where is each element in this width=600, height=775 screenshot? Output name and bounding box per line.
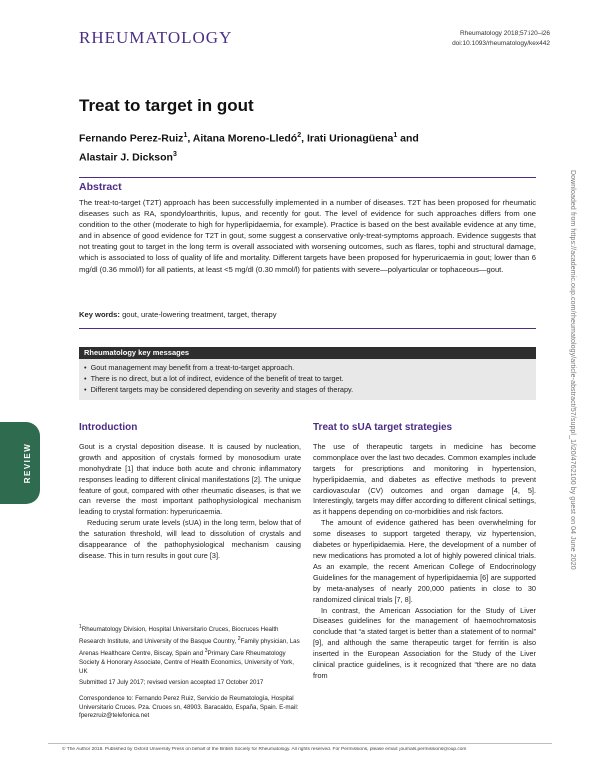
key-messages-list: [84, 362, 529, 395]
author-name[interactable]: Alastair J. Dickson: [79, 151, 173, 163]
abstract-top-rule: [79, 177, 536, 178]
keywords-values: gout, urate-lowering treatment, target, therapy: [122, 310, 277, 319]
footer-copyright: © The Author 2018. Published by Oxford University Press on behalf of the British Society for Rheumatology. All rights reserved. For Permissions, please email: journals.permissions@oup.com: [62, 747, 467, 752]
keywords-label: Key words:: [79, 310, 120, 319]
journal-logo: RHEUMATOLOGY: [79, 28, 233, 47]
author-affiliation-mark: 3: [172, 150, 177, 158]
affiliation-text: Rheumatology Division, Hospital Universitario Cruces, Biocruces Health Research Institute, and University of the Basque Country,: [79, 626, 279, 646]
list-item: • Different targets may be considered depending on severity and stages of therapy.: [84, 384, 529, 395]
author-separator: and: [397, 132, 419, 145]
affiliation-mark: 1: [79, 624, 82, 630]
doi-line[interactable]: doi:10.1093/rheumatology/kex442: [452, 40, 550, 47]
treat-to-target-heading: Treat to sUA target strategies: [313, 422, 453, 433]
author-affiliation-mark: 1: [393, 132, 398, 139]
affiliation-mark: 3: [204, 647, 208, 654]
author-separator: ,: [301, 132, 307, 145]
article-title: Treat to target in gout: [79, 96, 254, 115]
body-paragraph: The amount of evidence gathered has been overwhelming for some diseases to support targeted therapy, viz hypertension, diabetes or hyperlipidaemia. Here, the development of a number of new medications has promoted a lot of highly powered clinical trials. As an example, the recent American College of Endocrinology Guidelines for the management of hyperlipidaemia [6] are supported by meta-analyses of nearly 200,000 patients in close to 30 randomized clinical trials [7, 8].: [313, 518, 536, 604]
section-side-tab-label: REVIEW: [23, 442, 32, 484]
abstract-bottom-rule: [79, 328, 536, 329]
author-affiliation-mark: 2: [297, 132, 302, 139]
author-name[interactable]: Fernando Perez-Ruiz: [79, 132, 184, 145]
affiliations-block: [79, 623, 301, 721]
author-name[interactable]: Irati Urionagüena: [306, 132, 394, 145]
body-paragraph: Gout is a crystal deposition disease. It is caused by nucleation, growth and apposition of crystals formed by monosodium urate monohydrate [1] that induce both acute and chronic inflammatory responses leading to different clinical manifestations [2]. The unique feature of gout, compared with other rheumatic diseases, is that we can reverse the most important pathophysiological mechanism leading to crystal formation: hyperuricaemia.: [79, 441, 301, 517]
body-paragraph: In contrast, the American Association for the Study of Liver Diseases guidelines for the management of haemochromatosis conclude that “a stated target is better than a statement of to normal” [9], and although the same therapeutic target for ferritin is also inserted in the European Association for the Study of the Liver clinical practice guidelines, is it recognized that “there are no data from: [313, 605, 536, 680]
author-list: [79, 128, 499, 165]
author-affiliation-mark: 1: [183, 132, 188, 139]
author-separator: ,: [187, 132, 193, 145]
citation-block: [452, 29, 550, 49]
abstract-text: The treat-to-target (T2T) approach has been successfully implemented in a number of diseases. T2T has been proposed for rheumatic diseases such as RA, spondyloarthritis, lupus, and recently for gout. The level of evidence for such approaches differs from one condition to the other (moderate to high for hyperlipidaemia, for example). Practice is based on the best available evidence at any time, and in absence of good evidence for T2T in gout, some suggest a conservative only-treat-symptoms approach. Evidence suggests that not treating gout to target in the long term is overall associated with worsening outcomes, such as flares, tophi and structural damage, which is associated to loss of quality of life and mortality. Different targets have been proposed for hyperuricaemia in gout; lower than 6 mg/dl (0.36 mmol/l) for all patients, at least <5 mg/dl (0.30 mmol/l) for patients with severe—polyarticular or tophaceous—gout.: [79, 198, 536, 274]
footer-rule: [48, 743, 552, 744]
introduction-heading: Introduction: [79, 422, 138, 433]
affiliation-text: Primary Care Rheumatology Society & Honorary Associate, Centre of Health Economics, University of York, UK: [79, 650, 294, 675]
body-paragraph: The use of therapeutic targets in medicine has become commonplace over the last two decades. Common examples include targets for prescriptions and monitoring in hypertension, hyperlipidaemia, and diabetes as effective methods to prevent cardiovascular (CV) outcomes and organ damage [4, 5]. Interestingly, targets may differ according to different clinical settings, as it happens depending on co-morbidities and risk factors.: [313, 441, 536, 517]
keywords-line: [79, 309, 536, 320]
key-messages-title: Rheumatology key messages: [84, 348, 190, 357]
download-note-text[interactable]: Downloaded from https://academic.oup.com/rheumatology/article-abstract/57/suppl_1/i20/4762100 by guest on 04 June 2020: [569, 170, 576, 570]
affiliation-text: Family physician, Las Arenas Healthcare Centre, Biscay, Spain and: [79, 638, 300, 657]
affiliations-text: [79, 623, 301, 677]
affiliation-mark: 2: [237, 635, 241, 642]
body-paragraph: Reducing serum urate levels (sUA) in the long term, below that of the saturation threshold, will lead to dissolution of crystals and disappearance of the pathophysiological mechanism causing disease. This in turn results in gout cure [3].: [79, 518, 301, 560]
list-item: • There is no direct, but a lot of indirect, evidence of the benefit of treat to target.: [84, 373, 529, 384]
abstract-heading: Abstract: [79, 181, 122, 193]
correspondence-text: Correspondence to: Fernando Perez Ruiz, Servicio de Reumatología, Hospital Universitario Cruces. Pza. Cruces sn, 48903. Baracaldo, España, Spain. E-mail: fperezruiz@telefonica.net: [79, 694, 299, 720]
citation-line: Rheumatology 2018;57:i20–i26: [460, 30, 550, 37]
author-name[interactable]: Aitana Moreno-Lledó: [192, 132, 298, 145]
list-item: • Gout management may benefit from a treat-to-target approach.: [84, 362, 529, 373]
right-column: [313, 422, 536, 682]
left-column: [79, 422, 301, 562]
submission-dates: Submitted 17 July 2017; revised version accepted 17 October 2017: [79, 678, 264, 686]
